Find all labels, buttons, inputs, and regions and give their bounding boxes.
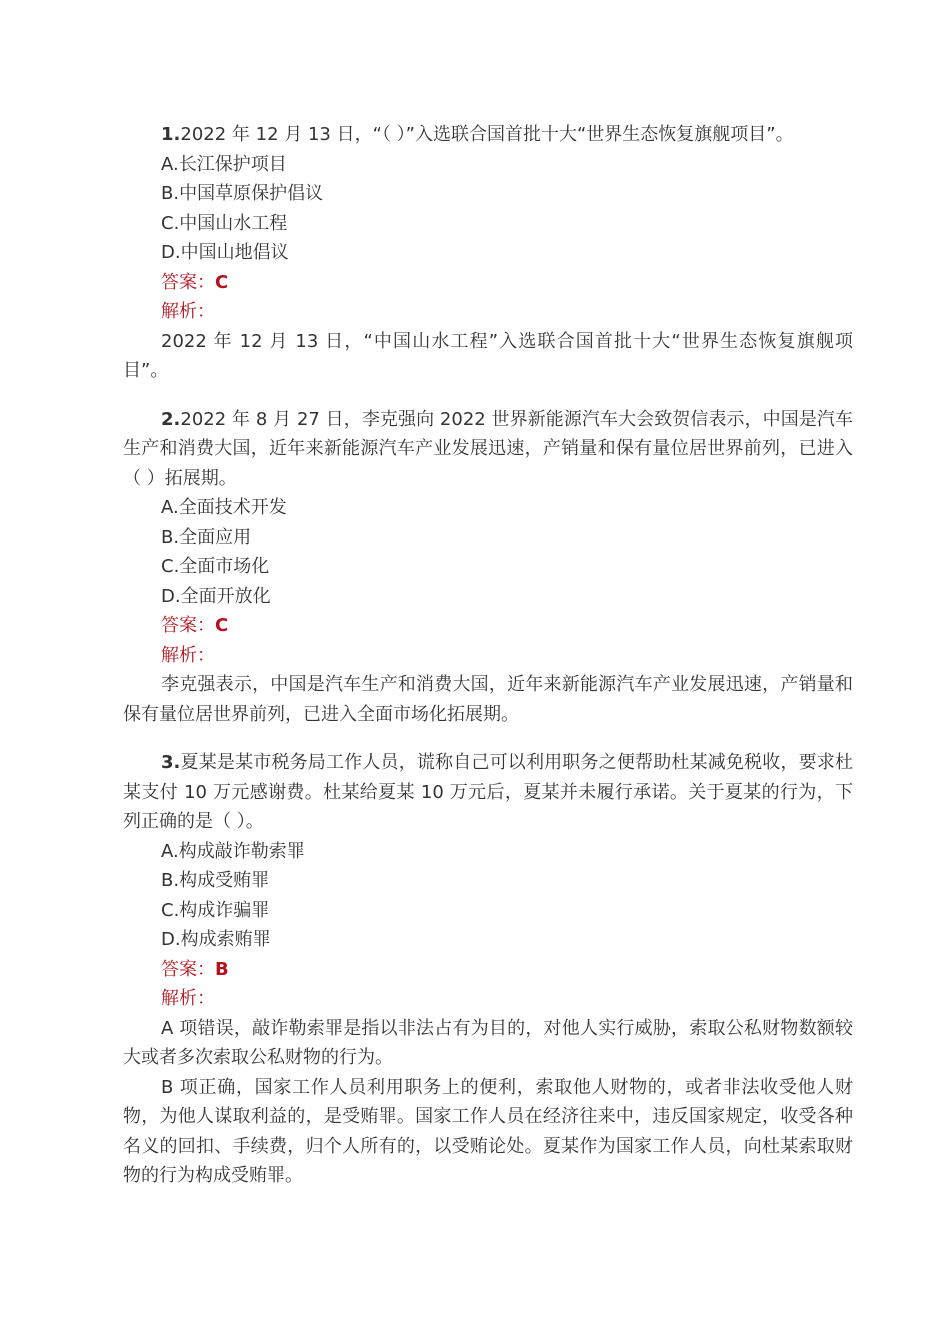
option-c: C.构成诈骗罪 — [161, 899, 270, 921]
question-stem — [123, 748, 853, 837]
option-c: C.中国山水工程 — [161, 212, 288, 234]
answer-value: B — [215, 958, 229, 980]
option-a: A.构成敲诈勒索罪 — [161, 840, 305, 862]
answer-label: 答案： — [161, 615, 215, 636]
option-b: B.全面应用 — [161, 526, 252, 548]
question-2 — [123, 405, 853, 730]
question-number: 2. — [161, 408, 181, 430]
analysis-paragraph: 2022 年 12 月 13 日，“中国山水工程”入选联合国首批十大“世界生态恢复旗舰项目”。 — [123, 330, 853, 381]
analysis-paragraph: A 项错误，敲诈勒索罪是指以非法占有为目的，对他人实行威胁，索取公私财物数额较大或者多次索取公私财物的行为。 — [123, 1017, 853, 1068]
question-1 — [123, 120, 853, 386]
option-d: D.构成索贿罪 — [161, 929, 271, 950]
option-d: D.中国山地倡议 — [161, 242, 289, 263]
answer-label: 答案： — [161, 958, 215, 980]
option-d: D.全面开放化 — [161, 585, 271, 607]
answer-label: 答案： — [161, 271, 215, 293]
question-number: 1. — [161, 124, 181, 145]
question-stem — [123, 120, 853, 150]
analysis-paragraph: 李克强表示，中国是汽车生产和消费大国，近年来新能源汽车产业发展迅速，产销量和保有量位居世界前列，已进入全面市场化拓展期。 — [123, 674, 853, 725]
answer-line — [123, 955, 853, 985]
analysis-paragraph: B 项正确，国家工作人员利用职务上的便利，索取他人财物的，或者非法收受他人财物，为他人谋取利益的，是受贿罪。国家工作人员在经济往来中，违反国家规定，收受各种名义的回扣、手续费，归个人所有的，以受贿论处。夏某作为国家工作人员，向杜某索取财物的行为构成受贿罪。 — [123, 1076, 853, 1186]
question-3 — [123, 748, 853, 1191]
option-b: B.中国草原保护倡议 — [161, 183, 324, 204]
question-stem — [123, 405, 853, 494]
question-number: 3. — [161, 752, 181, 773]
option-b: B.构成受贿罪 — [161, 870, 270, 891]
answer-value: C — [215, 615, 229, 636]
document-content — [123, 120, 853, 1210]
question-text: 2022 年 8 月 27 日，李克强向 2022 世界新能源汽车大会致贺信表示，中国是汽车生产和消费大国，近年来新能源汽车产业发展迅速，产销量和保有量位居世界前列，已进入（ ）拓展期。 — [123, 408, 853, 489]
analysis-label: 解析： — [161, 988, 215, 1009]
option-a: A.长江保护项目 — [161, 153, 287, 175]
answer-value: C — [215, 271, 229, 293]
option-a: A.全面技术开发 — [161, 497, 287, 518]
answer-line — [123, 611, 853, 641]
question-text: 夏某是某市税务局工作人员，谎称自己可以利用职务之便帮助杜某减免税收，要求杜某支付 10 万元感谢费。杜某给夏某 10 万元后，夏某并未履行承诺。关于夏某的行为，下列正确的是（ ）。 — [123, 752, 853, 832]
analysis-label: 解析： — [161, 301, 215, 322]
option-c: C.全面市场化 — [161, 556, 270, 577]
analysis-label: 解析： — [161, 644, 215, 666]
answer-line — [123, 268, 853, 298]
question-text: 2022 年 12 月 13 日，“（ ）”入选联合国首批十大“世界生态恢复旗舰项目”。 — [180, 124, 794, 145]
